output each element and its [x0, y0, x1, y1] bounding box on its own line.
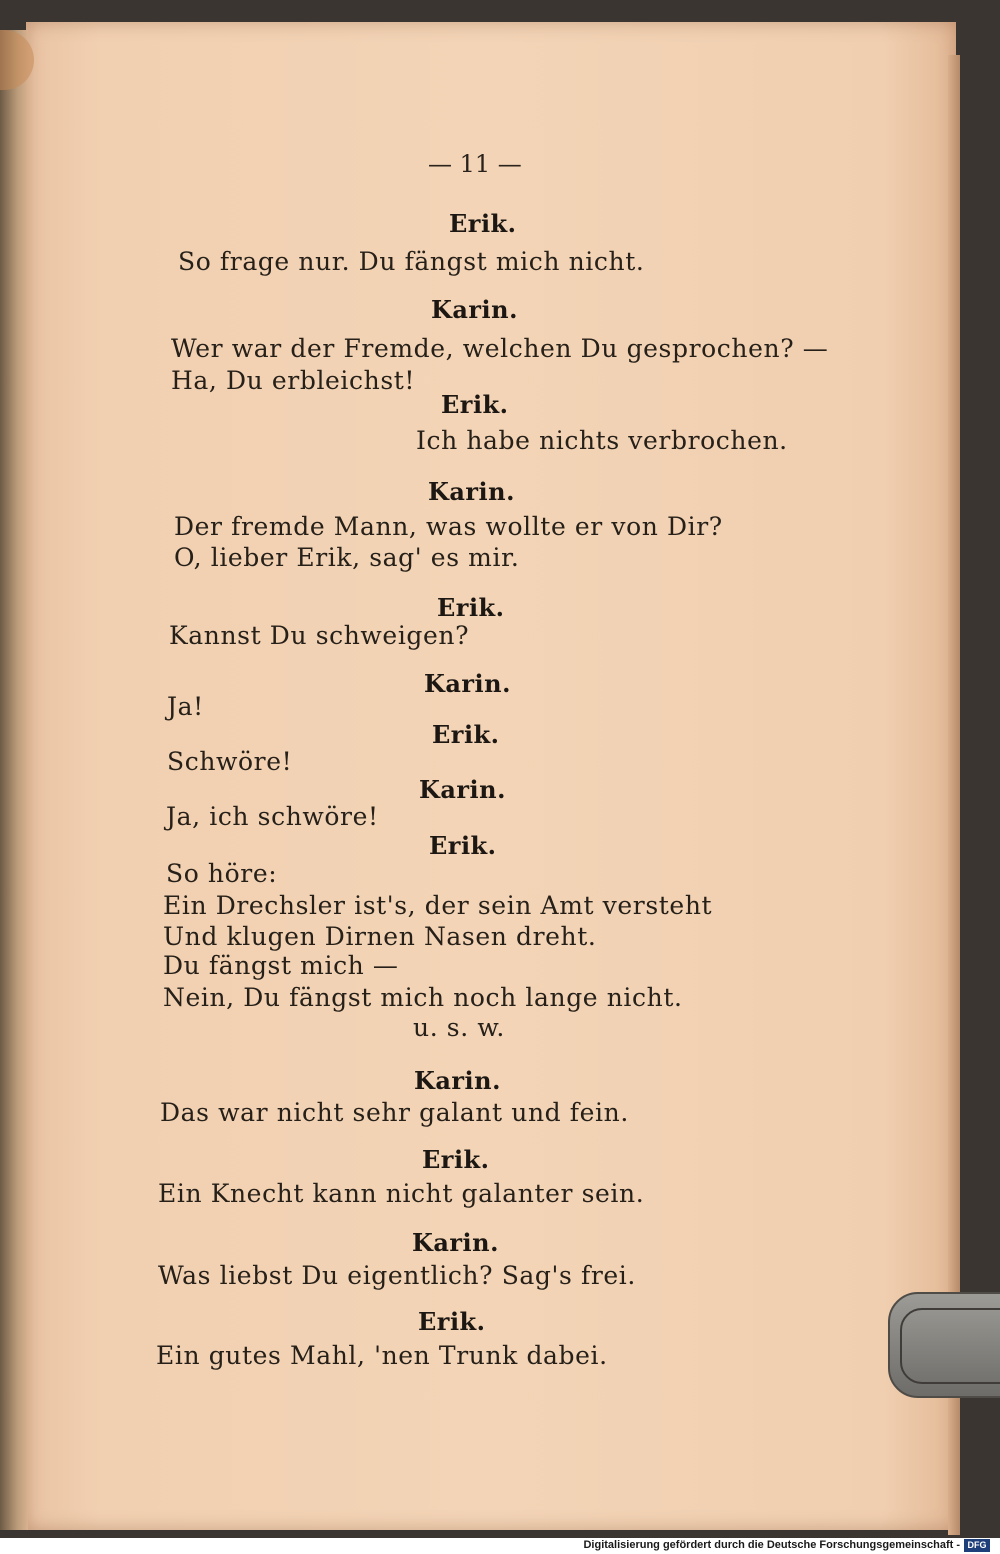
verse-line: Das war nicht sehr galant und fein.: [160, 1098, 629, 1127]
verse-line: Ha, Du erbleichst!: [171, 366, 416, 395]
verse-line: So höre:: [166, 859, 278, 888]
dfg-logo: DFG: [964, 1539, 990, 1552]
speaker-name: Erik.: [432, 720, 500, 749]
speaker-name: Karin.: [428, 477, 515, 506]
speaker-name: Erik.: [449, 209, 517, 238]
footer-credit: Digitalisierung gefördert durch die Deutsche Forschungsgemeinschaft -: [583, 1539, 960, 1551]
verse-line: Ein Knecht kann nicht galanter sein.: [158, 1179, 645, 1208]
speaker-name: Karin.: [424, 669, 511, 698]
verse-line: Ja, ich schwöre!: [166, 802, 379, 831]
speaker-name: Erik.: [418, 1307, 486, 1336]
page-clip: [888, 1292, 1000, 1398]
verse-line: Schwöre!: [167, 747, 293, 776]
verse-line: Du fängst mich —: [163, 951, 399, 980]
page-clip-inner: [900, 1308, 1000, 1384]
speaker-name: Karin.: [414, 1066, 501, 1095]
speaker-name: Karin.: [412, 1228, 499, 1257]
verse-line: Ein Drechsler ist's, der sein Amt versteht: [163, 891, 713, 920]
verse-line: Ich habe nichts verbrochen.: [416, 426, 788, 455]
verse-line: Ja!: [167, 692, 204, 721]
verse-line: Wer war der Fremde, welchen Du gesprochen? —: [171, 334, 829, 363]
verse-line: O, lieber Erik, sag' es mir.: [174, 543, 520, 572]
speaker-name: Erik.: [422, 1145, 490, 1174]
verse-line: Was liebst Du eigentlich? Sag's frei.: [158, 1261, 636, 1290]
verse-line: Ein gutes Mahl, 'nen Trunk dabei.: [156, 1341, 608, 1370]
speaker-name: Karin.: [431, 295, 518, 324]
speaker-name: Erik.: [441, 390, 509, 419]
verse-line: u. s. w.: [413, 1013, 505, 1042]
verse-line: Der fremde Mann, was wollte er von Dir?: [174, 512, 723, 541]
book-binding: [0, 30, 28, 1530]
verse-line: Nein, Du fängst mich noch lange nicht.: [163, 983, 683, 1012]
speaker-name: Erik.: [429, 831, 497, 860]
speaker-name: Erik.: [437, 593, 505, 622]
verse-line: So frage nur. Du fängst mich nicht.: [178, 247, 645, 276]
verse-line: Und klugen Dirnen Nasen dreht.: [163, 922, 597, 951]
verse-line: Kannst Du schweigen?: [169, 621, 470, 650]
page-number: — 11 —: [428, 150, 522, 178]
speaker-name: Karin.: [419, 775, 506, 804]
